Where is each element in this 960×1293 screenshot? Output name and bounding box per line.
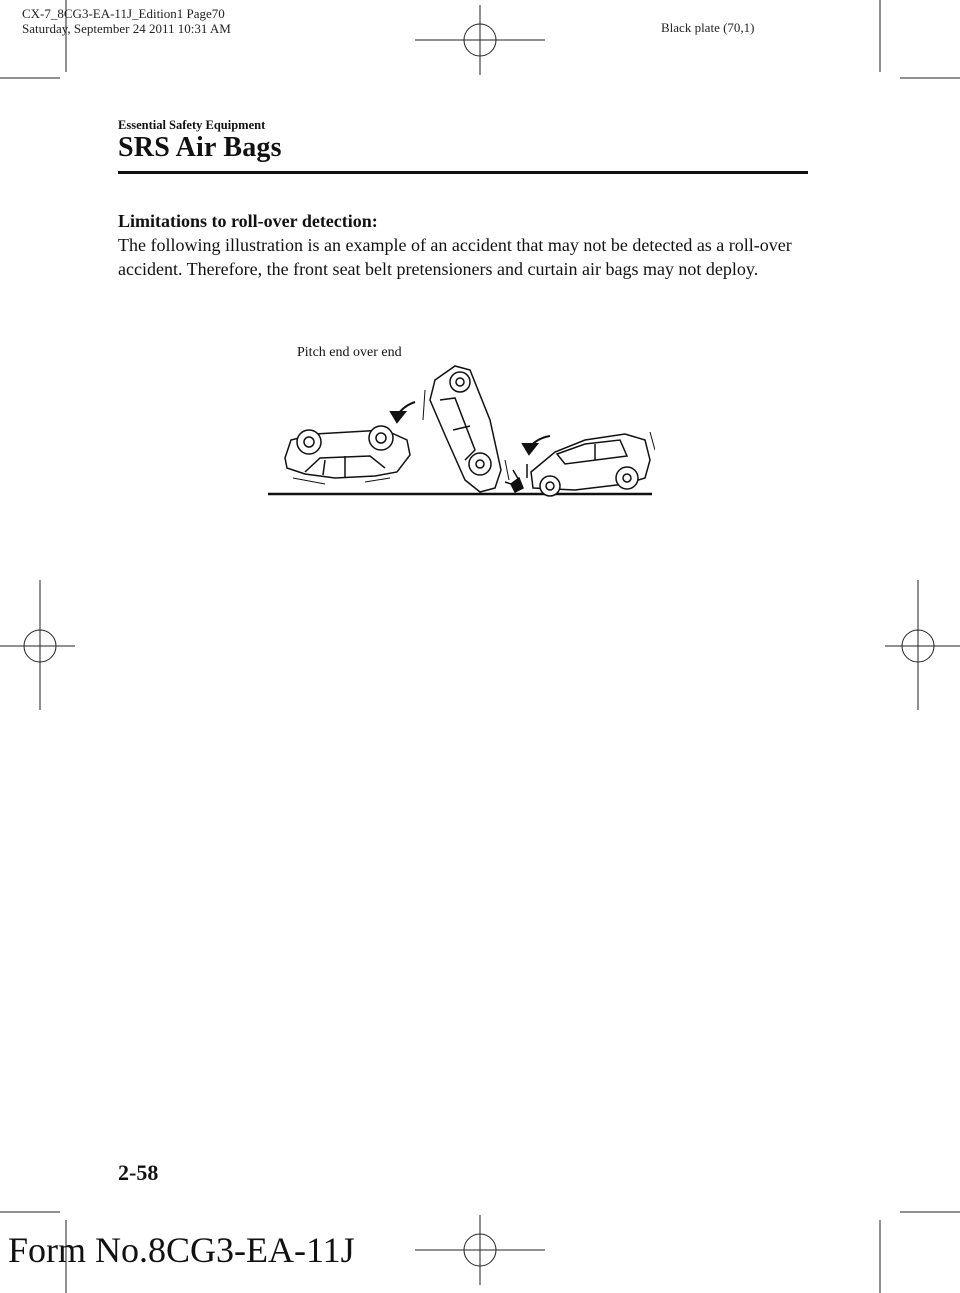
rollover-illustration [265,360,655,502]
plate-label: Black plate (70,1) [661,20,755,35]
title-rule [118,171,808,174]
page-number: 2-58 [118,1160,159,1185]
vertical-car-icon [423,366,509,492]
page-title: SRS Air Bags [118,132,282,163]
subheading: Limitations to roll-over detection: [118,211,378,231]
body-paragraph: The following illustration is an example of an accident that may not be detected as a roll-over accident. Therefore, the front seat belt pretensioners and curtain air bags may not deploy. [118,235,792,279]
print-info [22,6,231,36]
form-number: Form No.8CG3-EA-11J [8,1230,355,1270]
impact-car-icon [531,432,655,496]
section-label: Essential Safety Equipment [118,118,266,132]
print-info-line-1: CX-7_8CG3-EA-11J_Edition1 Page70 [22,6,225,21]
figure-caption: Pitch end over end [297,345,402,360]
print-info-line-2: Saturday, September 24 2011 10:31 AM [22,21,231,36]
overturned-car-icon [285,426,410,484]
